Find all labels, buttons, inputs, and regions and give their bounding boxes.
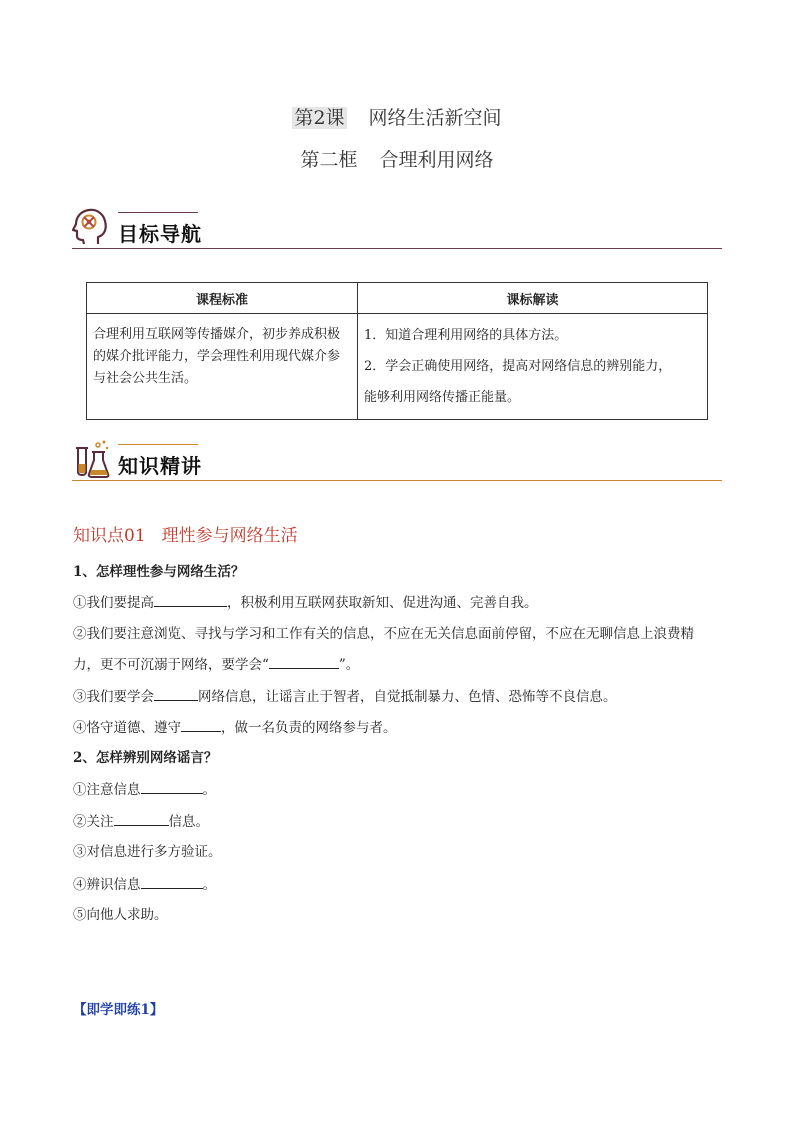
standards-table	[86, 282, 708, 420]
knowledge-section-header	[72, 444, 722, 484]
lesson-name: 网络生活新空间	[368, 107, 502, 129]
fill-blank[interactable]	[154, 593, 227, 607]
lesson-title	[0, 103, 794, 130]
knowledge-section-label: 知识精讲	[118, 454, 202, 478]
fill-blank[interactable]	[141, 780, 203, 794]
knowledge-point-label: 知识点01	[73, 526, 146, 546]
standard-cell: 合理利用互联网等传播媒介，初步养成积极的媒介批评能力，学会理性利用现代媒介参与社会公共生活。	[87, 314, 358, 420]
table-row	[87, 314, 708, 420]
goal-section-header	[72, 212, 722, 252]
goal-section-label: 目标导航	[118, 222, 202, 246]
lab-flask-icon	[72, 438, 112, 480]
question-heading-2: 2、怎样辨别网络谣言？	[73, 750, 218, 766]
q2-item-1: ①注意信息 。	[73, 782, 216, 798]
q1-item-2-line-1: ②我们要注意浏览、寻找与学习和工作有关的信息，不应在无关信息面前停留，不应在无聊信息上浪费精	[73, 626, 694, 642]
lesson-number-highlight: 第2课	[294, 107, 345, 129]
fill-blank[interactable]	[114, 812, 169, 826]
q2-item-2: ②关注 信息。	[73, 814, 209, 830]
column-header-standard: 课程标准	[87, 283, 358, 314]
q1-item-2-line-2: 力，更不可沉溺于网络，要学会“ ”。	[73, 657, 360, 673]
q2-item-3: ③对信息进行多方验证。	[73, 844, 222, 860]
column-header-interpretation: 课标解读	[358, 283, 708, 314]
question-heading-1: 1、怎样理性参与网络生活？	[73, 564, 245, 580]
knowledge-point-name: 理性参与网络生活	[161, 526, 298, 546]
q1-item-1: ①我们要提高 ，积极利用互联网获取新知、促进沟通、完善自我。	[73, 595, 538, 611]
fill-blank[interactable]	[154, 687, 198, 701]
knowledge-point-title	[73, 521, 298, 546]
interpretation-line: 能够利用网络传播正能量。	[364, 390, 521, 405]
q2-item-4: ④辨识信息 。	[73, 877, 216, 893]
knowledge-section-rule	[72, 480, 722, 481]
fill-blank[interactable]	[269, 655, 339, 669]
frame-title	[0, 145, 794, 172]
goal-top-bar	[118, 212, 198, 213]
interpretation-line: 1．知道合理利用网络的具体方法。	[364, 328, 568, 343]
frame-name: 合理利用网络	[379, 149, 494, 171]
fill-blank[interactable]	[181, 718, 221, 732]
interpretation-line: 2．学会正确使用网络，提高对网络信息的辨别能力，	[364, 359, 672, 374]
practice-label: 【即学即练1】	[73, 1002, 164, 1018]
knowledge-top-bar	[118, 444, 198, 445]
q2-item-5: ⑤向他人求助。	[73, 907, 168, 923]
goal-section-rule	[72, 248, 722, 249]
q1-item-3: ③我们要学会 网络信息，让谣言止于智者，自觉抵制暴力、色情、恐怖等不良信息。	[73, 689, 617, 705]
head-gears-icon	[72, 206, 112, 248]
fill-blank[interactable]	[141, 875, 203, 889]
frame-label: 第二框	[300, 149, 358, 171]
table-header-row	[87, 283, 708, 314]
q1-item-4: ④恪守道德、遵守 ，做一名负责的网络参与者。	[73, 720, 397, 736]
interpretation-cell	[358, 314, 708, 420]
